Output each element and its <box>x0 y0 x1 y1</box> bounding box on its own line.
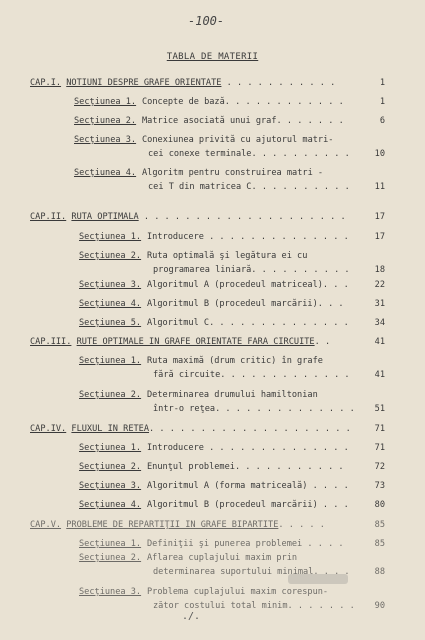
page-ref: 31 <box>374 299 385 309</box>
section-title: Ruta maximă (drum critic) în grafe <box>147 356 323 366</box>
chapter-label: CAP.IV. <box>30 424 67 434</box>
section-label: Secţiunea 2. <box>79 251 142 261</box>
chapter-label: CAP.I. <box>30 78 62 88</box>
page-ref: 34 <box>374 318 385 328</box>
section-title: Determinarea drumului hamiltonian <box>147 390 318 400</box>
toc-section <box>79 251 307 262</box>
leader-dots: . . . . . . . . . . . . . . . . . . . . <box>138 212 346 222</box>
section-title: Conexiunea privită cu ajutorul matri- <box>142 135 334 145</box>
toc-section <box>74 168 323 179</box>
toc-section <box>79 500 349 511</box>
leader-dots: . . . . . <box>278 520 325 530</box>
page-ref: 41 <box>374 370 385 380</box>
section-label: Secţiunea 1. <box>74 97 137 107</box>
toc-section <box>79 553 297 564</box>
section-title-continued: cei T din matricea C. . . . . . . . . . <box>148 182 350 192</box>
toc-section <box>79 462 344 473</box>
toc-title: TABLA DE MATERII <box>166 52 259 62</box>
section-title: Algoritm pentru construirea matri - <box>142 168 324 178</box>
toc-section <box>74 116 344 127</box>
page-ref: 73 <box>374 481 385 491</box>
toc-section <box>79 299 344 310</box>
toc-section <box>74 135 333 146</box>
page-ref: 71 <box>374 443 385 453</box>
section-label: Secţiunea 3. <box>79 280 142 290</box>
section-label: Secţiunea 2. <box>79 553 142 563</box>
section-label: Secţiunea 4. <box>79 299 142 309</box>
page-ref: 88 <box>374 567 385 577</box>
chapter-title: FLUXUL IN RETEA <box>71 424 150 434</box>
page-ref: 85 <box>374 520 385 530</box>
toc-chapter <box>30 424 351 435</box>
chapter-label: CAP.II. <box>30 212 67 222</box>
toc-continuation <box>148 182 350 193</box>
toc-chapter <box>30 212 346 223</box>
section-title-continued: într-o reţea. . . . . . . . . . . . . . <box>153 404 355 414</box>
section-title: Algoritmul A (procedeul matriceal). . . <box>147 280 349 290</box>
toc-section <box>79 390 318 401</box>
section-title: Matrice asociată unui graf. . . . . . . <box>142 116 344 126</box>
page-ref: 1 <box>379 78 385 88</box>
leader-dots: . . . . . . . . . . . <box>221 78 336 88</box>
toc-section <box>79 539 344 550</box>
section-title: Problema cuplajului maxim corespun- <box>147 587 329 597</box>
toc-section <box>79 443 349 454</box>
toc-section <box>79 318 349 329</box>
toc-chapter <box>30 520 325 531</box>
section-title: Introducere . . . . . . . . . . . . . . <box>147 232 349 242</box>
page-ref: 80 <box>374 500 385 510</box>
page-ref: 22 <box>374 280 385 290</box>
footer-mark: ./. <box>182 611 201 622</box>
section-title: Definiţii şi punerea problemei . . . . <box>147 539 344 549</box>
page-ref: 11 <box>374 182 385 192</box>
page-ref: 10 <box>374 149 385 159</box>
page-ref: 41 <box>374 337 385 347</box>
toc-section <box>79 587 328 598</box>
section-title: Algoritmul B (procedeul marcării). . . <box>147 299 344 309</box>
page-ref: 85 <box>374 539 385 549</box>
leader-dots: . . <box>314 337 331 347</box>
section-title: Concepte de bază. . . . . . . . . . . . <box>142 97 344 107</box>
page-ref: 1 <box>379 97 385 107</box>
page-ref: 17 <box>374 232 385 242</box>
toc-section <box>74 97 344 108</box>
section-label: Secţiunea 2. <box>79 390 142 400</box>
ink-smudge <box>288 574 348 584</box>
page-ref: 18 <box>374 265 385 275</box>
section-title: Aflarea cuplajului maxim prin <box>147 553 298 563</box>
chapter-title: RUTE OPTIMALE IN GRAFE ORIENTATE FARA CIRCUITE <box>76 337 315 347</box>
section-label: Secţiunea 1. <box>79 443 142 453</box>
toc-chapter <box>30 337 330 348</box>
section-title-continued: zător costului total minim. . . . . . . <box>153 601 355 611</box>
section-title: Algoritmul B (procedeul marcării) . . . <box>147 500 349 510</box>
chapter-label: CAP.V. <box>30 520 62 530</box>
section-title: Enunţul problemei. . . . . . . . . . . <box>147 462 344 472</box>
chapter-title: RUTA OPTIMALA <box>71 212 139 222</box>
section-label: Secţiunea 3. <box>74 135 137 145</box>
section-label: Secţiunea 3. <box>79 587 142 597</box>
page-ref: 90 <box>374 601 385 611</box>
section-label: Secţiunea 4. <box>74 168 137 178</box>
section-label: Secţiunea 1. <box>79 232 142 242</box>
page-ref: 72 <box>374 462 385 472</box>
toc-section <box>79 280 349 291</box>
toc-section <box>79 481 349 492</box>
section-title: Ruta optimală şi legătura ei cu <box>147 251 308 261</box>
section-label: Secţiunea 1. <box>79 356 142 366</box>
section-label: Secţiunea 2. <box>74 116 137 126</box>
page-ref: 6 <box>379 116 385 126</box>
toc-section <box>79 356 323 367</box>
section-title: Introducere . . . . . . . . . . . . . . <box>147 443 349 453</box>
toc-section <box>79 232 349 243</box>
page-number: -100- <box>188 14 225 28</box>
section-label: Secţiunea 1. <box>79 539 142 549</box>
toc-continuation <box>148 149 350 160</box>
section-label: Secţiunea 3. <box>79 481 142 491</box>
toc-continuation <box>153 370 350 381</box>
chapter-title: NOTIUNI DESPRE GRAFE ORIENTATE <box>66 78 222 88</box>
chapter-label: CAP.III. <box>30 337 72 347</box>
section-title-continued: cei conexe terminale. . . . . . . . . . <box>148 149 350 159</box>
toc-chapter <box>30 78 335 89</box>
page-ref: 51 <box>374 404 385 414</box>
section-label: Secţiunea 5. <box>79 318 142 328</box>
section-title-continued: programarea liniară. . . . . . . . . . <box>153 265 350 275</box>
section-title: Algoritmul A (forma matriceală) . . . . <box>147 481 349 491</box>
section-title: Algoritmul C. . . . . . . . . . . . . . <box>147 318 349 328</box>
page-ref: 17 <box>374 212 385 222</box>
page-ref: 71 <box>374 424 385 434</box>
chapter-title: PROBLEME DE REPARTIŢII IN GRAFE BIPARTITE <box>66 520 279 530</box>
toc-continuation <box>153 265 350 276</box>
section-title-continued: determinarea suportului minimal. . . . <box>153 567 350 577</box>
section-title-continued: fără circuite. . . . . . . . . . . . . <box>153 370 350 380</box>
leader-dots: . . . . . . . . . . . . . . . . . . . . <box>149 424 351 434</box>
section-label: Secţiunea 4. <box>79 500 142 510</box>
toc-continuation <box>153 404 355 415</box>
section-label: Secţiunea 2. <box>79 462 142 472</box>
